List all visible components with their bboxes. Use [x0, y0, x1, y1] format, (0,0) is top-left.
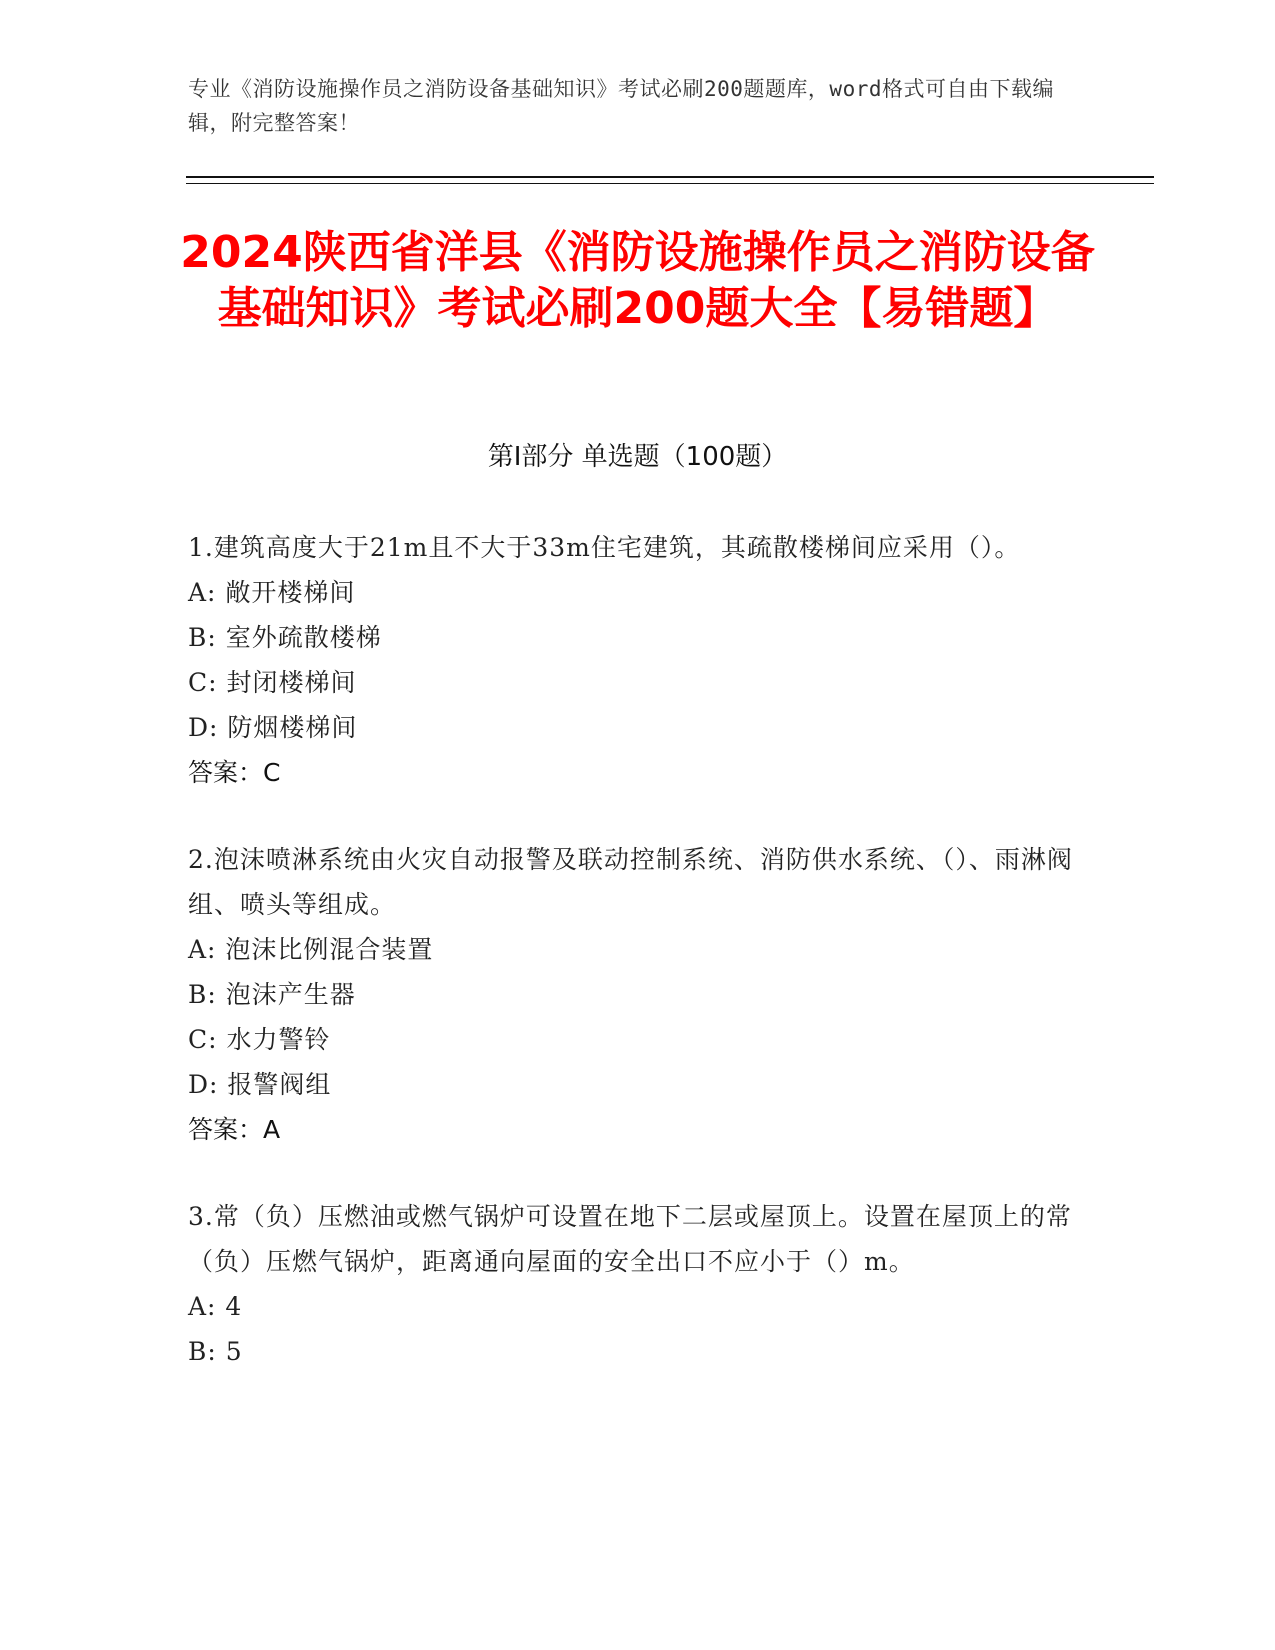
option-c: C: 封闭楼梯间: [188, 668, 357, 697]
answer: 答案：A: [188, 1115, 281, 1144]
document-title: 2024陕西省洋县《消防设施操作员之消防设备基础知识》考试必刷200题大全【易错题】: [180, 227, 1095, 334]
option-c: C: 水力警铃: [188, 1025, 331, 1054]
option-a: A: 4: [188, 1292, 243, 1321]
option-d: D: 防烟楼梯间: [188, 713, 358, 742]
option-a: A: 敞开楼梯间: [188, 578, 356, 607]
question-stem: 1.建筑高度大于21m且不大于33m住宅建筑，其疏散楼梯间应采用（）。: [188, 533, 1021, 562]
question-2: [188, 837, 1078, 1152]
option-d: D: 报警阀组: [188, 1070, 332, 1099]
question-stem: 3.常（负）压燃油或燃气锅炉可设置在地下二层或屋顶上。设置在屋顶上的常（负）压燃气锅炉，距离通向屋面的安全出口不应小于（）m。: [188, 1202, 1072, 1276]
question-stem: 2.泡沫喷淋系统由火灾自动报警及联动控制系统、消防供水系统、（）、雨淋阀组、喷头等组成。: [188, 845, 1073, 919]
header-note: 专业《消防设施操作员之消防设备基础知识》考试必刷200题题库，word格式可自由下载编辑，附完整答案！: [188, 77, 1054, 135]
section-heading: 第I部分 单选题（100题）: [487, 442, 788, 472]
option-b: B: 室外疏散楼梯: [188, 623, 382, 652]
question-3: [188, 1194, 1078, 1374]
question-1: [188, 525, 1078, 795]
option-b: B: 5: [188, 1337, 243, 1366]
option-a: A: 泡沫比例混合装置: [188, 935, 434, 964]
option-b: B: 泡沫产生器: [188, 980, 356, 1009]
question-list: [188, 525, 1078, 1416]
header-divider-thick: [186, 176, 1154, 178]
answer: 答案：C: [188, 758, 281, 787]
header-divider-thin: [186, 183, 1154, 184]
